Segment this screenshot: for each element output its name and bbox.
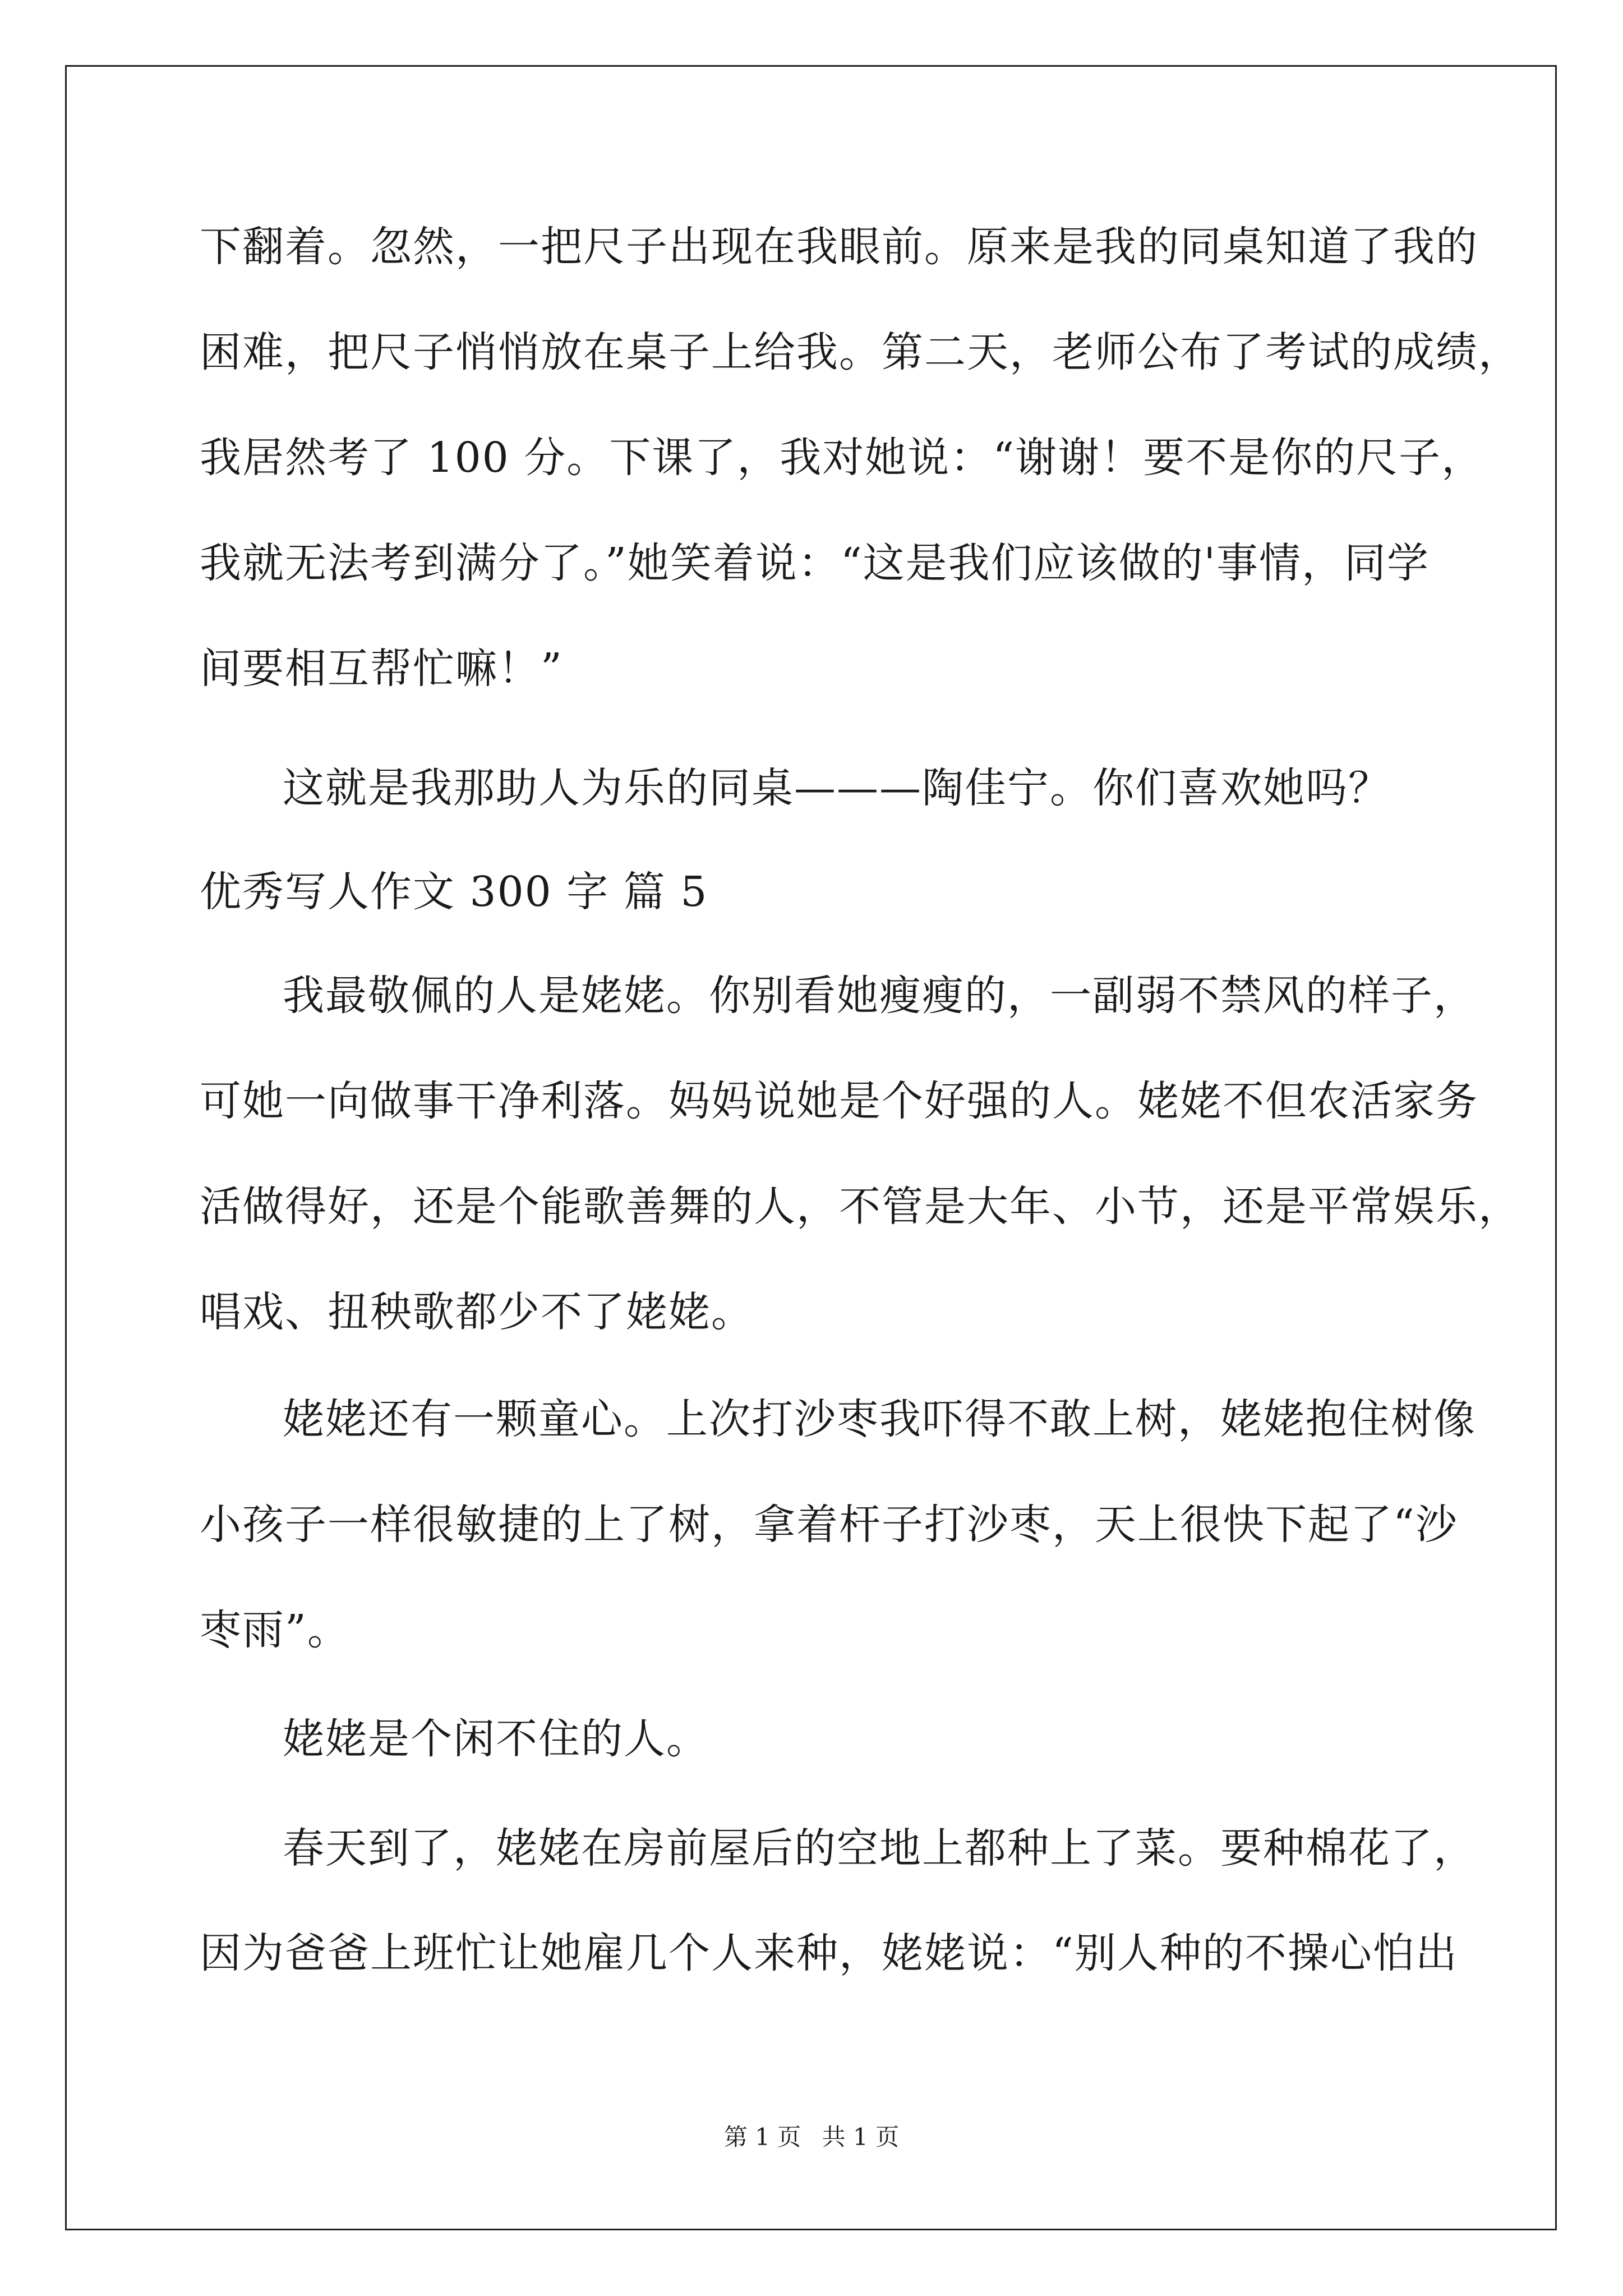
text-line: 我居然考了 100 分。下课了，我对她说：“谢谢！要不是你的尺子， — [200, 434, 1484, 482]
text-line: 下翻着。忽然，一把尺子出现在我眼前。原来是我的同桌知道了我的 — [200, 223, 1478, 271]
text-line: 枣雨”。 — [200, 1606, 350, 1654]
paragraph-line: 这就是我那助人为乐的同桌———陶佳宁。你们喜欢她吗？ — [283, 764, 1391, 812]
paragraph-line: 姥姥还有一颗童心。上次打沙枣我吓得不敢上树，姥姥抱住树像 — [283, 1395, 1476, 1443]
paragraph-line: 我最敬佩的人是姥姥。你别看她瘦瘦的，一副弱不禁风的样子， — [283, 972, 1476, 1020]
paragraph-line: 姥姥是个闲不住的人。 — [283, 1715, 709, 1763]
page-footer — [0, 2120, 1623, 2154]
page-number: 第 1 页 — [723, 2123, 801, 2151]
text-line: 唱戏、扭秧歌都少不了姥姥。 — [200, 1288, 754, 1336]
text-line: 活做得好，还是个能歌善舞的人，不管是大年、小节，还是平常娱乐， — [200, 1182, 1521, 1231]
paragraph-line: 春天到了，姥姥在房前屋后的空地上都种上了菜。要种棉花了， — [283, 1824, 1476, 1872]
page-total: 共 1 页 — [822, 2123, 900, 2151]
text-line: 因为爸爸上班忙让她雇几个人来种，姥姥说：“别人种的不操心怕出 — [200, 1929, 1458, 1977]
text-line: 小孩子一样很敏捷的上了树，拿着杆子打沙枣，天上很快下起了“沙 — [200, 1501, 1458, 1549]
text-line: 困难，把尺子悄悄放在桌子上给我。第二天，老师公布了考试的成绩， — [200, 328, 1521, 376]
text-line: 可她一向做事干净利落。妈妈说她是个好强的人。姥姥不但农活家务 — [200, 1077, 1478, 1125]
text-line: 我就无法考到满分了。”她笑着说：“这是我们应该做的'事情，同学 — [200, 539, 1430, 587]
section-heading: 优秀写人作文 300 字 篇 5 — [200, 868, 708, 916]
page-border — [65, 65, 1557, 2230]
text-line: 间要相互帮忙嘛！” — [200, 645, 563, 693]
